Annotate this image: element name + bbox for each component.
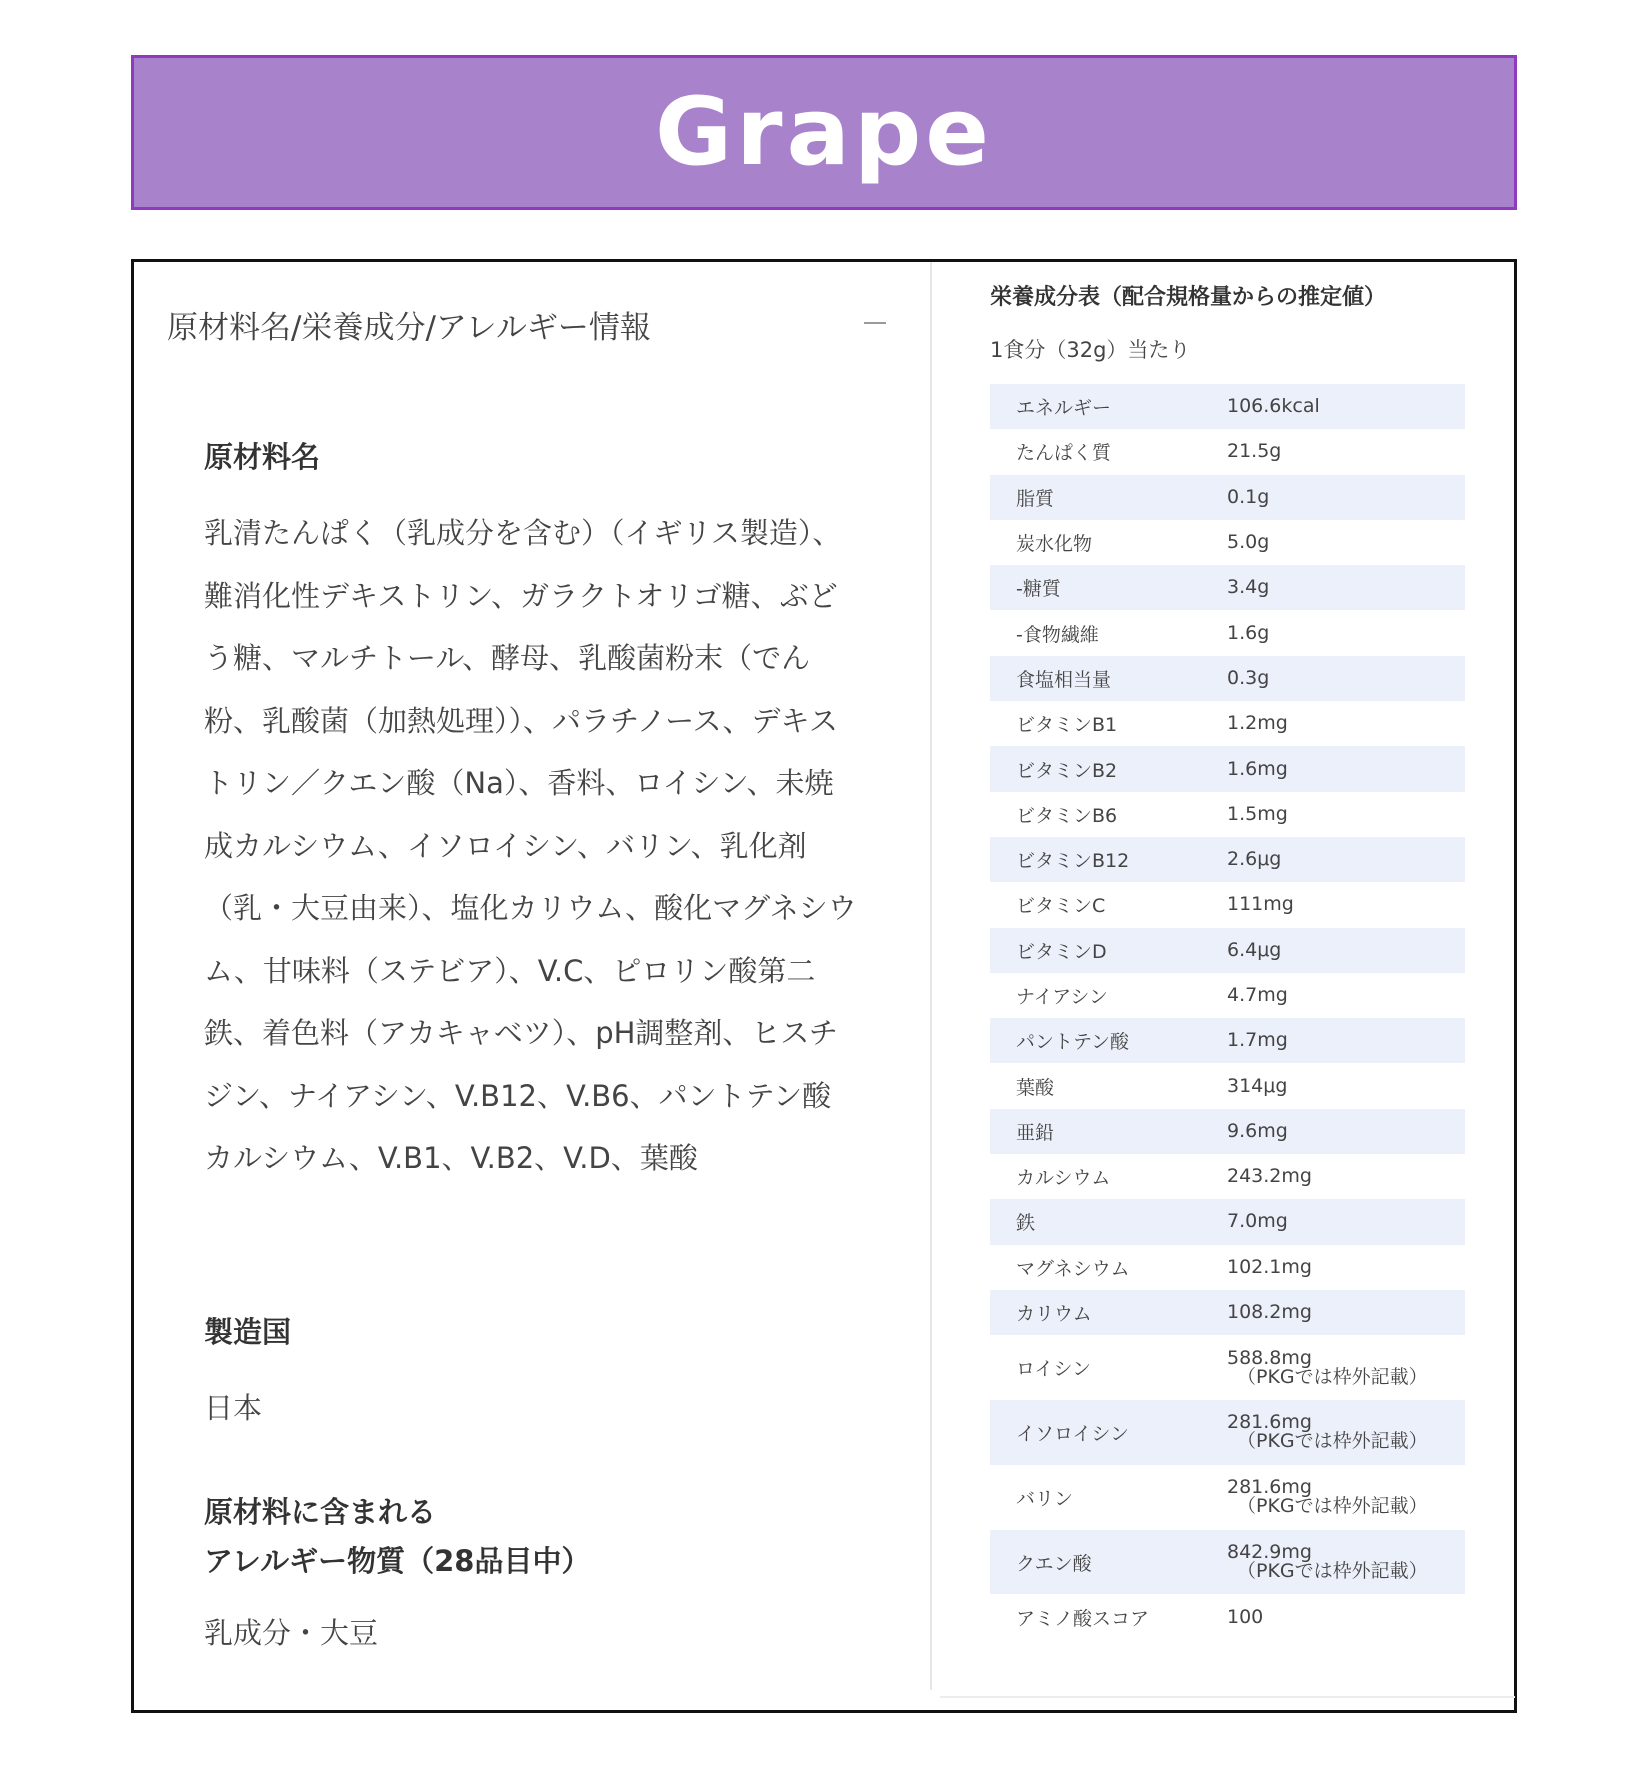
nutrition-row	[990, 1594, 1465, 1639]
nutrient-value-cell	[1227, 475, 1465, 520]
nutrient-name: ビタミンB2	[1016, 759, 1118, 782]
nutrient-value-cell	[1227, 1154, 1465, 1199]
ingredients-text: 乳清たんぱく（乳成分を含む）（イギリス製造）、難消化性デキストリン、ガラクトオリゴ糖、ぶどう糖、マルチトール、酵母、乳酸菌粉末（でん粉、乳酸菌（加熱処理））、パラチノース、デキストリン／クエン酸（Na）、香料、ロイシン、未焼成カルシウム、イソロイシン、バリン、乳化剤（乳・大豆由来）、塩化カリウム、酸化マグネシウム、甘味料（ステビア）、V.C、ピロリン酸第二鉄、着色料（アカキャベツ）、pH調整剤、ヒスチジン、ナイアシン、V.B12、V.B6、パントテン酸カルシウム、V.B1、V.B2、V.D、葉酸	[204, 516, 857, 1175]
nutrient-value: 7.0mg	[1227, 1210, 1288, 1233]
nutrient-name: アミノ酸スコア	[1016, 1607, 1150, 1630]
nutrition-row	[990, 792, 1465, 837]
nutrition-row	[990, 610, 1465, 655]
nutrition-row	[990, 565, 1465, 610]
nutrient-value: 5.0g	[1227, 531, 1270, 554]
nutrition-row	[990, 701, 1465, 746]
accordion-title[interactable]: 原材料名/栄養成分/アレルギー情報	[167, 310, 651, 346]
nutrient-value: 102.1mg	[1227, 1255, 1312, 1278]
nutrient-value: 1.7mg	[1227, 1029, 1288, 1052]
nutrient-name: ロイシン	[1016, 1358, 1091, 1381]
nutrient-name: 炭水化物	[1016, 533, 1093, 556]
nutrient-name: 脂質	[1016, 487, 1055, 510]
nutrient-value-cell	[1227, 520, 1465, 565]
nutrient-name: ビタミンB6	[1016, 804, 1118, 827]
nutrient-note: （PKGでは枠外記載）	[1237, 1560, 1428, 1583]
nutrient-value: 9.6mg	[1227, 1119, 1288, 1142]
nutrient-value: 100	[1227, 1605, 1264, 1628]
product-info-panel	[131, 259, 1517, 1713]
grape-banner	[131, 55, 1517, 210]
nutrient-value: 0.1g	[1227, 485, 1270, 508]
nutrient-name: -糖質	[1016, 578, 1061, 601]
nutrition-row	[990, 1245, 1465, 1290]
nutrient-name: パントテン酸	[1016, 1031, 1130, 1054]
nutrient-name: ビタミンB12	[1016, 850, 1130, 873]
nutrient-name: カリウム	[1016, 1303, 1092, 1326]
nutrient-value: 21.5g	[1227, 440, 1282, 463]
nutrient-value: 6.4μg	[1227, 938, 1282, 961]
nutrient-value-cell	[1227, 1465, 1465, 1530]
nutrient-name: たんぱく質	[1016, 442, 1112, 465]
nutrition-row	[990, 429, 1465, 474]
nutrient-name: ビタミンB1	[1016, 714, 1118, 737]
origin-text: 日本	[204, 1391, 263, 1425]
nutrient-name: 食塩相当量	[1016, 668, 1112, 691]
origin-heading: 製造国	[204, 1315, 292, 1349]
nutrition-row	[990, 1018, 1465, 1063]
nutrient-value-cell	[1227, 928, 1465, 973]
nutrient-value: 588.8mg	[1227, 1346, 1312, 1369]
nutrition-row	[990, 882, 1465, 927]
nutrient-value: 1.6g	[1227, 621, 1270, 644]
nutrition-row	[990, 1063, 1465, 1108]
nutrient-note: （PKGでは枠外記載）	[1237, 1495, 1428, 1518]
nutrient-value-cell	[1227, 1245, 1465, 1290]
nutrient-value-cell	[1227, 1335, 1465, 1400]
minus-icon[interactable]	[864, 322, 886, 324]
nutrient-name: カルシウム	[1016, 1167, 1111, 1190]
nutrient-value-cell	[1227, 1290, 1465, 1335]
nutrition-row	[990, 1465, 1465, 1530]
nutrition-row	[990, 928, 1465, 973]
nutrient-value-cell	[1227, 1199, 1465, 1244]
allergen-heading-line2: アレルギー物質（28品目中）	[204, 1544, 591, 1578]
nutrient-value-cell	[1227, 1594, 1465, 1639]
nutrient-value: 4.7mg	[1227, 984, 1288, 1006]
nutrition-row	[990, 973, 1465, 1018]
nutrient-name: 亜鉛	[1016, 1121, 1055, 1144]
nutrient-name: マグネシウム	[1016, 1257, 1130, 1280]
nutrient-name: 葉酸	[1016, 1076, 1055, 1099]
ingredients-heading: 原材料名	[204, 440, 321, 474]
nutrient-value-cell	[1227, 565, 1465, 610]
nutrient-value-cell	[1227, 746, 1465, 791]
nutrient-value-cell	[1227, 1530, 1465, 1595]
nutrient-name: クエン酸	[1016, 1552, 1092, 1575]
nutrient-value-cell	[1227, 1063, 1465, 1108]
nutrient-value-cell	[1227, 973, 1465, 1018]
nutrient-name: ビタミンC	[1016, 895, 1106, 918]
serving-size: 1食分（32g）当たり	[990, 338, 1191, 362]
nutrition-row	[990, 520, 1465, 565]
nutrition-row	[990, 837, 1465, 882]
nutrition-row	[990, 656, 1465, 701]
nutrient-value-cell	[1227, 882, 1465, 927]
nutrient-value-cell	[1227, 1400, 1465, 1465]
nutrition-table	[990, 384, 1465, 1640]
nutrition-row	[990, 1290, 1465, 1335]
nutrient-value: 842.9mg	[1227, 1541, 1312, 1564]
nutrition-row	[990, 1335, 1465, 1400]
nutrient-value: 1.5mg	[1227, 802, 1288, 825]
nutrition-row	[990, 1199, 1465, 1244]
nutrient-name: バリン	[1016, 1487, 1074, 1510]
nutrient-value-cell	[1227, 1018, 1465, 1063]
nutrient-value-cell	[1227, 384, 1465, 429]
nutrient-value-cell	[1227, 429, 1465, 474]
nutrient-note: （PKGでは枠外記載）	[1237, 1430, 1428, 1453]
nutrition-row	[990, 1109, 1465, 1154]
column-divider	[930, 262, 932, 1690]
nutrient-value-cell	[1227, 1109, 1465, 1154]
nutrient-name: ナイアシン	[1016, 986, 1108, 1008]
nutrient-value: 2.6μg	[1227, 848, 1282, 871]
nutrition-row	[990, 384, 1465, 429]
nutrient-name: イソロイシン	[1016, 1422, 1129, 1445]
nutrition-row	[990, 1154, 1465, 1199]
nutrition-row	[990, 1400, 1465, 1465]
nutrient-value: 281.6mg	[1227, 1476, 1312, 1499]
allergen-heading-line1: 原材料に含まれる	[204, 1495, 437, 1529]
nutrient-value: 3.4g	[1227, 576, 1270, 599]
nutrient-value-cell	[1227, 656, 1465, 701]
nutrient-note: （PKGでは枠外記載）	[1237, 1365, 1428, 1388]
nutrition-row	[990, 746, 1465, 791]
nutrient-name: エネルギー	[1016, 397, 1112, 420]
nutrient-name: -食物繊維	[1016, 623, 1099, 646]
banner-title: Grape	[655, 77, 993, 187]
nutrient-value-cell	[1227, 701, 1465, 746]
nutrient-value: 0.3g	[1227, 666, 1270, 689]
nutrition-row	[990, 1530, 1465, 1595]
nutrient-value: 108.2mg	[1227, 1301, 1312, 1324]
nutrient-value: 106.6kcal	[1227, 395, 1320, 418]
allergen-text: 乳成分・大豆	[204, 1616, 379, 1650]
nutrient-value: 1.6mg	[1227, 757, 1288, 780]
nutrition-row	[990, 475, 1465, 520]
nutrient-name: 鉄	[1016, 1212, 1036, 1235]
nutrition-title: 栄養成分表（配合規格量からの推定値）	[990, 285, 1387, 310]
nutrient-name: ビタミンD	[1016, 940, 1107, 963]
table-bottom-line	[940, 1696, 1515, 1698]
nutrient-value-cell	[1227, 837, 1465, 882]
nutrient-value: 111mg	[1227, 893, 1294, 916]
nutrient-value-cell	[1227, 610, 1465, 655]
nutrient-value: 243.2mg	[1227, 1165, 1312, 1188]
nutrient-value: 314μg	[1227, 1074, 1288, 1097]
nutrient-value: 1.2mg	[1227, 712, 1288, 735]
nutrient-value-cell	[1227, 792, 1465, 837]
nutrient-value: 281.6mg	[1227, 1411, 1312, 1434]
